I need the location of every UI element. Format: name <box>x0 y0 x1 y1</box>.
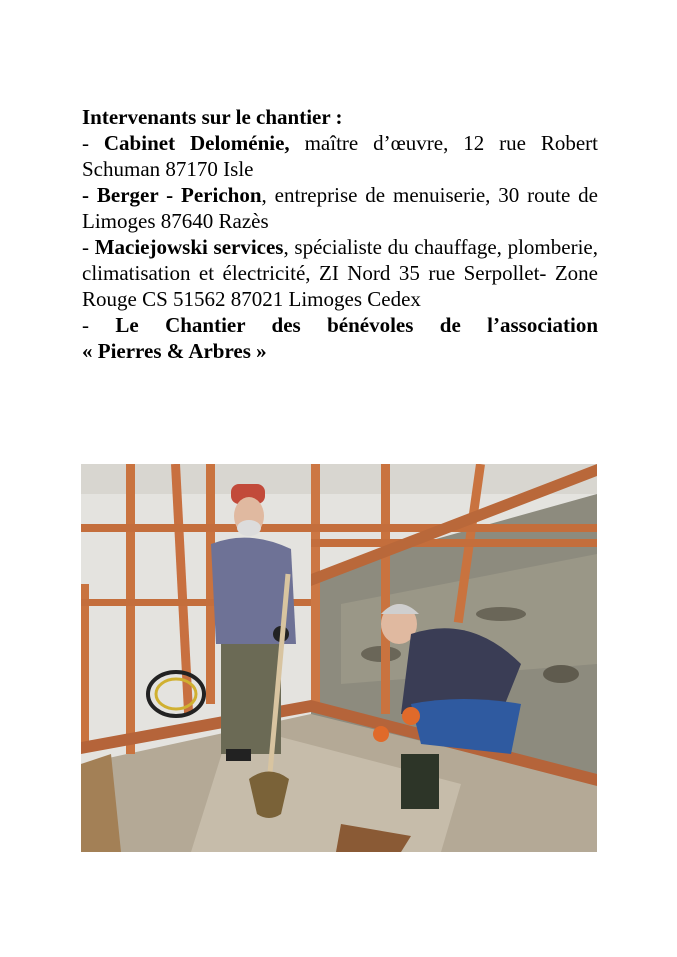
contractor-details: , spécialiste du chauffage, plomberie, climatisation et électricité, ZI Nord 35 rue Serpollet- Zone Rouge CS 51562 87021 Limoges Cedex <box>82 235 598 311</box>
contractor-details: maître d’œuvre, 12 rue Robert Schuman 87170 Isle <box>82 131 598 181</box>
timber-stud <box>126 464 135 754</box>
association-name: « Pierres & Arbres » <box>82 339 267 363</box>
item-prefix: - <box>82 235 95 259</box>
contractor-name: Maciejowski services <box>94 235 284 259</box>
contractor-item-maciejowski <box>82 234 598 312</box>
ceiling <box>81 464 597 494</box>
worksite-photo <box>81 464 597 852</box>
contractor-name: Le Chantier des bénévoles de l’association <box>115 313 598 337</box>
contractor-item-berger-perichon <box>82 182 598 234</box>
contractor-name: Cabinet Deloménie, <box>103 131 290 155</box>
contractor-item-benevoles <box>82 312 598 338</box>
timber-rail <box>311 539 597 547</box>
section-heading: Intervenants sur le chantier : <box>82 105 343 129</box>
contractor-name: - Berger - Perichon <box>82 183 262 207</box>
timber-rail <box>81 524 597 532</box>
item-prefix: - <box>82 313 116 337</box>
contractor-item-deloménie <box>82 130 598 182</box>
timber-stud <box>381 464 390 714</box>
timber-stud <box>81 584 89 744</box>
contractor-details: , entreprise de menuiserie, 30 route de Limoges 87640 Razès <box>82 183 598 233</box>
intervenants-section <box>82 104 598 364</box>
item-prefix: - <box>82 131 104 155</box>
